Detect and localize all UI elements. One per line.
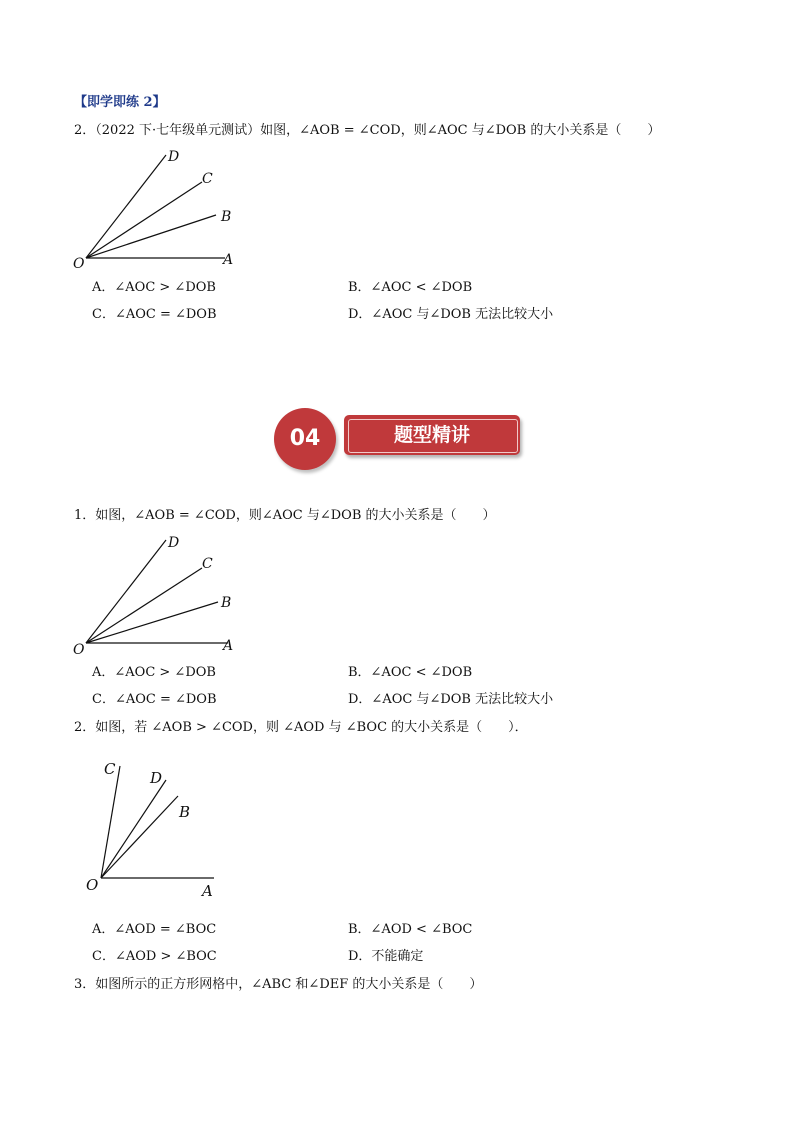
label-o: O	[86, 876, 99, 894]
ray-oc	[86, 182, 202, 258]
label-c: C	[104, 760, 116, 778]
ray-od	[86, 155, 166, 258]
label-o: O	[73, 642, 85, 658]
question-2-option-a: A．∠AOD = ∠BOC	[92, 922, 217, 937]
label-d: D	[168, 149, 180, 165]
practice-header: 【即学即练 2】	[74, 95, 166, 110]
question-2-angle-figure	[80, 756, 230, 901]
practice-question-stem: 2．（2022 下·七年级单元测试）如图，∠AOB = ∠COD，则∠AOC 与∠DOB 的大小关系是（ ）	[74, 123, 661, 138]
question-1-stem: 1．如图，∠AOB = ∠COD，则∠AOC 与∠DOB 的大小关系是（ ）	[74, 508, 496, 523]
question-1-option-a: A．∠AOC > ∠DOB	[92, 665, 216, 680]
question-3-stem: 3．如图所示的正方形网格中，∠ABC 和∠DEF 的大小关系是（ ）	[74, 977, 483, 992]
question-2-option-b: B．∠AOD < ∠BOC	[348, 922, 473, 937]
section-title-banner	[344, 415, 520, 455]
label-a: A	[202, 882, 213, 900]
label-b: B	[221, 595, 232, 611]
question-2-stem: 2．如图，若 ∠AOB > ∠COD，则 ∠AOD 与 ∠BOC 的大小关系是（ ）．	[74, 720, 528, 735]
label-o: O	[73, 256, 85, 272]
practice-option-a: A．∠AOC > ∠DOB	[92, 280, 216, 295]
practice-option-d: D．∠AOC 与∠DOB 无法比较大小	[348, 307, 554, 322]
label-c: C	[202, 171, 213, 187]
label-d: D	[150, 769, 163, 787]
label-c: C	[202, 556, 213, 572]
practice-angle-figure	[70, 145, 250, 270]
practice-option-b: B．∠AOC < ∠DOB	[348, 280, 473, 295]
question-2-option-c: C．∠AOD > ∠BOC	[92, 949, 217, 964]
question-2-option-d: D．不能确定	[348, 949, 424, 964]
label-b: B	[221, 209, 232, 225]
ray-od	[101, 780, 166, 878]
practice-option-c: C．∠AOC = ∠DOB	[92, 307, 217, 322]
label-a: A	[223, 638, 234, 654]
ray-ob	[86, 215, 216, 258]
label-b: B	[179, 803, 191, 821]
section-number-badge	[274, 408, 336, 470]
label-a: A	[223, 252, 234, 268]
question-1-angle-figure	[70, 532, 250, 657]
section-number: 04	[289, 426, 321, 451]
question-1-option-b: B．∠AOC < ∠DOB	[348, 665, 473, 680]
label-d: D	[168, 535, 180, 551]
ray-ob	[86, 602, 218, 643]
question-1-option-d: D．∠AOC 与∠DOB 无法比较大小	[348, 692, 554, 707]
section-title: 题型精讲	[393, 424, 470, 446]
ray-oc	[86, 568, 202, 643]
question-1-option-c: C．∠AOC = ∠DOB	[92, 692, 217, 707]
ray-od	[86, 540, 166, 643]
